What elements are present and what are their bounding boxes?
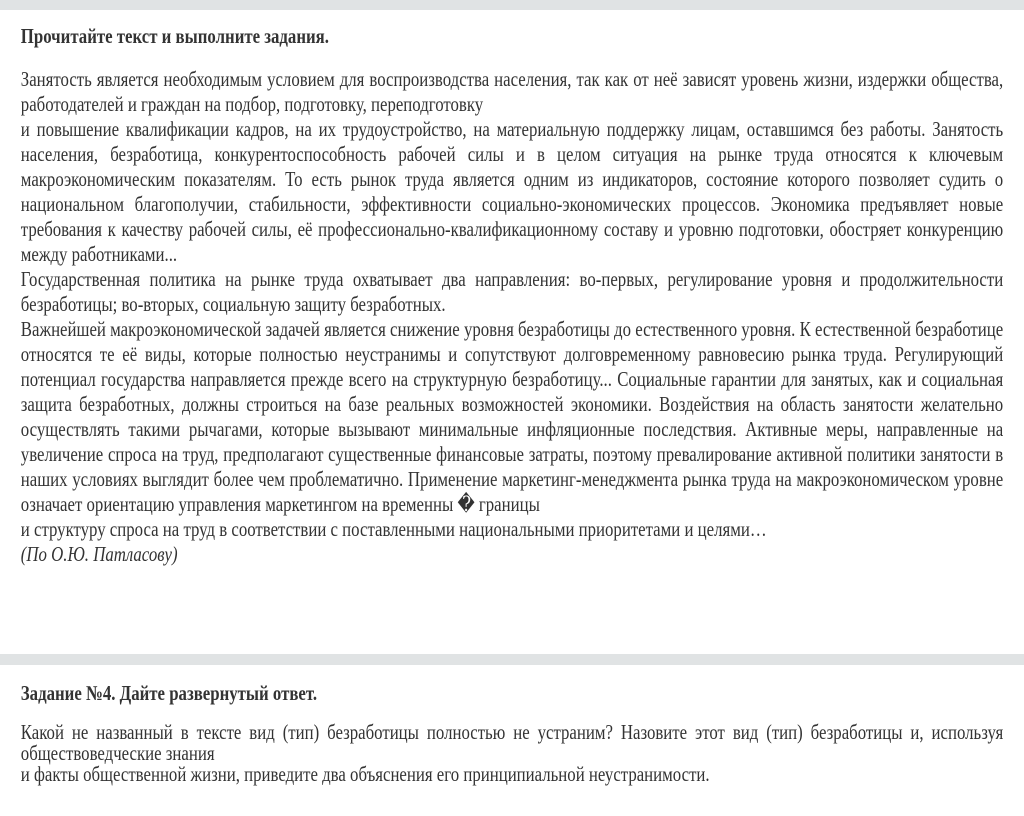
task-text-segment: и факты общественной жизни, приведите два объяснения его принципиальной неустранимости. [20,762,710,786]
task-text-segment: Какой не названный в тексте вид (тип) безработицы полностью не устраним? Назовите этот вид (тип) безработицы и, используя обществоведческие знания [20,720,1004,765]
reading-text-segment: и повышение квалификации кадров, на их трудоустройство, на материальную поддержку лицам, оставшимся без работы. Занятость населения, безработица, конкурентоспособность рабочей силы и в целом ситуация на рынке труда относятся к ключевым макроэкономическим показателям. То есть рынок труда является одним из индикаторов, состояние которого позволяет судить о национальном благополучии, стабильности, эффективности социально-экономических процессов. Экономика предъявляет новые требования к качеству рабочей силы, её профессионально-квалификационному составу и уровню подготовки, обостряет конкуренцию между работниками... [20,117,1004,266]
reading-text-segment: Занятость является необходимым условием для воспроизводства населения, так как от неё зависят уровень жизни, издержки общества, работодателей и граждан на подбор, подготовку, переподготовку [20,67,1004,116]
top-band [0,0,1024,10]
reading-section [0,10,1024,654]
task-heading: Задание №4. Дайте развернутый ответ. [20,681,318,705]
task-column [0,681,1024,785]
task-text [21,722,1003,785]
task-section [0,665,1024,816]
reading-column [0,24,1024,567]
reading-text-segment: Государственная политика на рынке труда охватывает два направления: во-первых, регулирование уровня и продолжительности безработицы; во-вторых, социальную защиту безработных. [20,267,1004,316]
reading-instruction-heading: Прочитайте текст и выполните задания. [20,24,329,48]
text-attribution: (По О.Ю. Патласову) [20,542,178,566]
reading-text-segment: и структуру спроса на труд в соответствии с поставленными национальными приоритетами и целями… [20,517,767,541]
reading-text-segment: Важнейшей макроэкономической задачей является снижение уровня безработицы до естественного уровня. К естественной безработице относятся те её виды, которые полностью неустранимы и сопутствуют долговременному равновесию рынка труда. Регулирующий потенциал государства направляется прежде всего на структурную безработицу... Социальные гарантии для занятых, как и социальная защита безработных, должны строиться на базе реальных возможностей экономики. Воздействия на область занятости желательно осуществлять такими рычагами, которые вызывают минимальные инфляционные последствия. Активные меры, направленные на увеличение спроса на труд, предполагают существенные финансовые затраты, поэтому превалирование активной политики занятости в наших условиях выглядит более чем проблематично. Применение маркетинг-менеджмента рынка труда на макроэкономическом уровне означает ориентацию управления маркетингом на временны � границы [20,317,1004,516]
reading-text [21,67,1003,567]
section-divider [0,654,1024,665]
